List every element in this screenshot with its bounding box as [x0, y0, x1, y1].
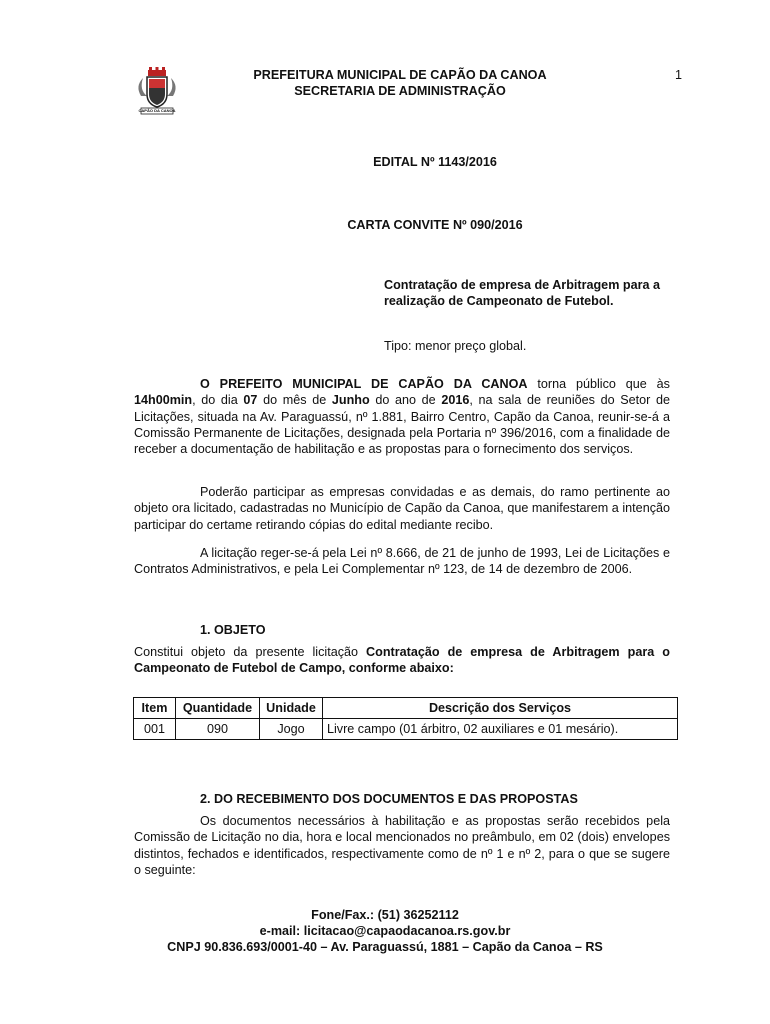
footer-address: CNPJ 90.836.693/0001-40 – Av. Paraguassú, 1881 – Capão da Canoa – RS — [167, 940, 603, 954]
object-title: Contratação de empresa de Arbitragem para a realização de Campeonato de Futebol. — [384, 278, 660, 309]
header-item: Item — [134, 698, 176, 719]
logo-caption: CAPÃO DA CANOA — [138, 108, 176, 113]
cell-descricao: Livre campo (01 árbitro, 02 auxiliares e 01 mesário). — [323, 719, 678, 740]
p1-bold-4: Junho — [331, 393, 370, 408]
municipal-coat-of-arms-logo — [133, 66, 181, 118]
edital-number: EDITAL Nº 1143/2016 — [373, 155, 497, 169]
p1-bold-5: 2016 — [441, 393, 470, 408]
header-line-1: PREFEITURA MUNICIPAL DE CAPÃO DA CANOA — [253, 68, 547, 82]
section-1-text — [134, 644, 670, 677]
p1-text-1: torna público que às — [527, 377, 670, 391]
tipo-text: Tipo: menor preço global. — [384, 339, 527, 353]
services-table — [133, 697, 678, 740]
paragraph-2: Poderão participar as empresas convidadas e as demais, do ramo pertinente ao objeto ora licitado, cadastradas no Município de Capão da Canoa, que manifestarem a intenção participar do certame retirando cópias do edital mediante recibo. — [134, 485, 670, 532]
p1-text-4: do ano de — [369, 393, 442, 408]
p1-text-5: , na sala de reuniões do Setor de Licitações, situada na Av. Paraguassú, nº 1.881, Bairro Centro, Capão da Canoa, reunir-se-á a Comissão Permanente de Licitações, designada pela Portaria nº 396/2016, com a finalidade de receber a documentação de habilitação e as propostas para o fornecimento dos serviços. — [134, 393, 671, 457]
section-1-bold: Contratação de empresa de Arbitragem para o Campeonato de Futebol de Campo, conforme abaixo: — [134, 645, 670, 676]
footer-email: e-mail: licitacao@capaodacanoa.rs.gov.br — [259, 924, 511, 938]
p1-bold-3: 07 — [243, 393, 258, 408]
table-row — [134, 719, 678, 740]
carta-convite-number: CARTA CONVITE Nº 090/2016 — [347, 218, 523, 232]
cell-item: 001 — [134, 719, 176, 740]
section-1-title: 1. OBJETO — [200, 623, 266, 637]
section-2-text: Os documentos necessários à habilitação e as propostas serão recebidos pela Comissão de Licitação no dia, hora e local mencionados no preâmbulo, em 02 (dois) envelopes distintos, fechados e identificados, respectivamente como de nº 1 e nº 2, para o que se sugere o seguinte: — [134, 814, 670, 877]
header-quantidade: Quantidade — [176, 698, 260, 719]
p1-bold-1: O PREFEITO MUNICIPAL DE CAPÃO DA CANOA — [200, 377, 528, 391]
cell-unidade: Jogo — [260, 719, 323, 740]
header-unidade: Unidade — [260, 698, 323, 719]
p1-bold-2: 14h00min — [134, 393, 193, 408]
paragraph-3: A licitação reger-se-á pela Lei nº 8.666, de 21 de junho de 1993, Lei de Licitações e Contratos Administrativos, e pela Lei Complementar nº 123, de 14 de dezembro de 2006. — [134, 546, 670, 577]
section-1-plain: Constitui objeto da presente licitação — [134, 645, 367, 659]
p1-text-3: do mês de — [257, 393, 332, 408]
table-header-row — [134, 698, 678, 719]
header-descricao: Descrição dos Serviços — [323, 698, 678, 719]
paragraph-1 — [134, 376, 670, 457]
page-number: 1 — [675, 68, 683, 82]
footer-phone: Fone/Fax.: (51) 36252112 — [311, 908, 459, 922]
cell-quantidade: 090 — [176, 719, 260, 740]
section-2-title: 2. DO RECEBIMENTO DOS DOCUMENTOS E DAS PROPOSTAS — [200, 792, 578, 806]
header-line-2: SECRETARIA DE ADMINISTRAÇÃO — [294, 84, 506, 98]
p1-text-2: , do dia — [192, 393, 244, 408]
